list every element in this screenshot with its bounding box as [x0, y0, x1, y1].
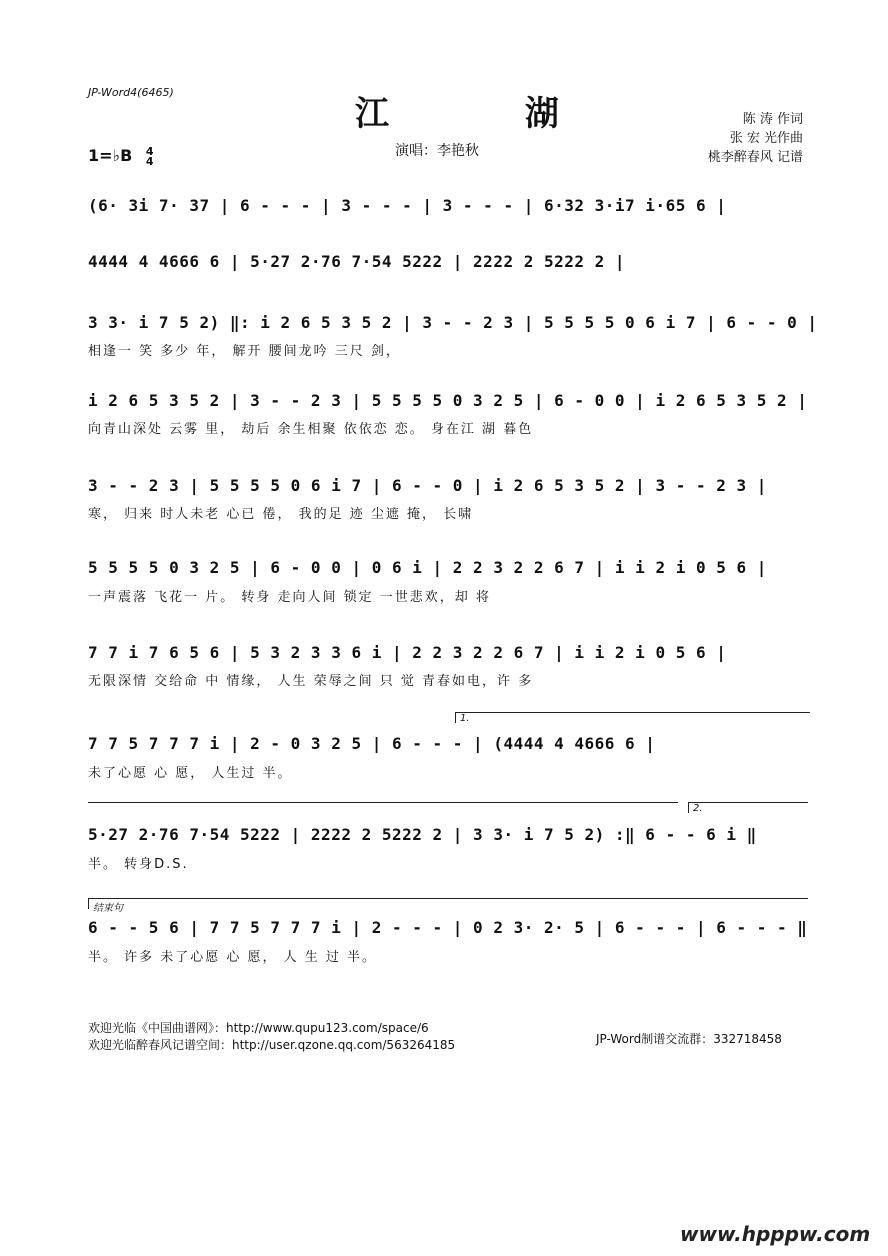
- volta-second-label: 2.: [693, 803, 703, 814]
- footer-site-line: 欢迎光临醉春风记谱空间：http://user.qzone.qq.com/563264185: [88, 1038, 456, 1052]
- lyric-line: 相逢一 笑 多少 年， 解开 腰间龙吟 三尺 剑，: [88, 344, 401, 359]
- score-line-notes: i 2 6 5 3 5 2 | 3 - - 2 3 | 5 5 5 5 0 3 2 5 | 6 - 0 0 | i 2 6 5 3 5 2 |: [88, 391, 808, 410]
- meter-bottom: 4: [145, 154, 154, 168]
- score-line-notes: 6 - - 5 6 | 7 7 5 7 7 7 i | 2 - - - | 0 2 3· 2· 5 | 6 - - - | 6 - - - ‖: [88, 918, 808, 937]
- coda-bracket: [88, 898, 808, 914]
- key-signature: [88, 146, 154, 167]
- lyric-line: 一声震落 飞花一 片。 转身 走向人间 锁定 一世悲欢，却 将: [88, 590, 491, 605]
- score-line-notes: 5 5 5 5 0 3 2 5 | 6 - 0 0 | 0 6 i | 2 2 3 2 2 6 7 | i i 2 i 0 5 6 |: [88, 558, 767, 577]
- repeat-bracket-rule: [88, 802, 678, 803]
- footer-links: [88, 1020, 455, 1054]
- lyric-line: 无限深情 交给命 中 情缘， 人生 荣辱之间 只 觉 青春如电，许 多: [88, 674, 534, 689]
- coda-label: 结束句: [93, 903, 123, 914]
- volta-second: [688, 802, 808, 813]
- lyric-line: 半。 转身D.S.: [88, 857, 189, 872]
- lyric-line: 未了心愿 心 愿， 人生过 半。: [88, 766, 293, 781]
- volta-first: [455, 712, 810, 723]
- credits: [677, 110, 803, 167]
- score-line-notes: 5·27 2·76 7·54 5222 | 2222 2 5222 2 | 3 3· i 7 5 2) :‖ 6 - - 6 i ‖: [88, 825, 757, 844]
- lyric-line: 向青山深处 云雾 里， 劫后 余生相聚 依依恋 恋。 身在江 湖 暮色: [88, 422, 534, 437]
- watermark: www.hpppw.com: [680, 1222, 871, 1246]
- lyric-line: 寒， 归来 时人未老 心已 倦， 我的足 迹 尘遮 掩， 长啸: [88, 507, 474, 522]
- key-label: 1=♭B: [88, 146, 133, 165]
- singer-label: 演唱：李艳秋: [395, 143, 479, 159]
- software-label: JP-Word4(6465): [88, 86, 174, 99]
- page-title: 江 湖: [355, 94, 621, 134]
- score-line-notes: 7 7 i 7 6 5 6 | 5 3 2 3 3 6 i | 2 2 3 2 2 6 7 | i i 2 i 0 5 6 |: [88, 643, 727, 662]
- score-line-notes: 3 - - 2 3 | 5 5 5 5 0 6 i 7 | 6 - - 0 | i 2 6 5 3 5 2 | 3 - - 2 3 |: [88, 476, 767, 495]
- score-line-notes: 4444 4 4666 6 | 5·27 2·76 7·54 5222 | 2222 2 5222 2 |: [88, 252, 626, 271]
- score-line-notes: (6· 3i 7· 37 | 6 - - - | 3 - - - | 3 - - - | 6·32 3·i7 i·65 6 |: [88, 196, 727, 215]
- transcriber-credit: 桃李醉春风 记谱: [707, 150, 803, 165]
- volta-first-label: 1.: [460, 713, 470, 724]
- footer-group: JP-Word制谱交流群：332718458: [596, 1032, 782, 1046]
- meter-top: 4: [145, 144, 154, 158]
- time-signature: [145, 144, 154, 168]
- lyric-line: 半。 许多 未了心愿 心 愿， 人 生 过 半。: [88, 950, 378, 965]
- score-line-notes: 7 7 5 7 7 7 i | 2 - 0 3 2 5 | 6 - - - | (4444 4 4666 6 |: [88, 734, 656, 753]
- lyricist-credit: 陈 涛 作词: [742, 112, 803, 127]
- score-line-notes: 3 3· i 7 5 2) ‖: i 2 6 5 3 5 2 | 3 - - 2 3 | 5 5 5 5 0 6 i 7 | 6 - - 0 |: [88, 313, 818, 332]
- composer-credit: 张 宏 光作曲: [729, 131, 803, 146]
- footer-site-line: 欢迎光临《中国曲谱网》：http://www.qupu123.com/space/6: [88, 1021, 429, 1035]
